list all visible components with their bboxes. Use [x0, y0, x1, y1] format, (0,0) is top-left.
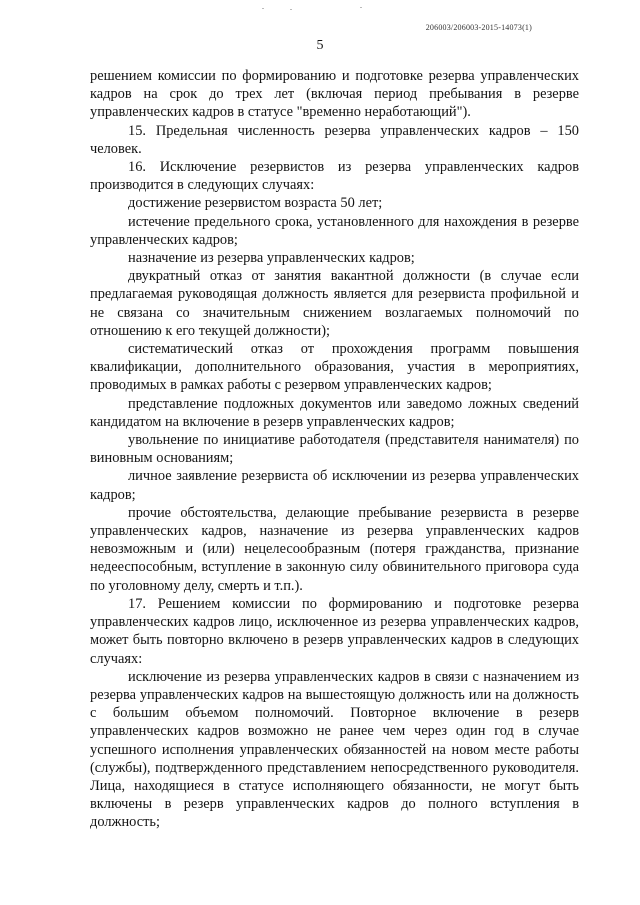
list-item: личное заявление резервиста об исключении из резерва управленческих кадров; [90, 468, 579, 503]
list-item: систематический отказ от прохождения программ повышения квалификации, дополнительного образования, участия в мероприятиях, проводимых в рамках работы с резервом управленческих кадров; [90, 341, 579, 394]
document-body [90, 67, 579, 832]
list-item: истечение предельного срока, установленного для нахождения в резерве управленческих кадров; [90, 213, 579, 248]
page-number: 5 [316, 38, 324, 53]
scan-artifact [290, 9, 292, 10]
list-item: двукратный отказ от занятия вакантной должности (в случае если предлагаемая руководящая должность является для резервиста профильной и не связана со значительным снижением возлагаемых полномочий по отношению к его текущей должности); [90, 268, 579, 339]
paragraph-item-16: 16. Исключение резервистов из резерва управленческих кадров производится в следующих случаях: [90, 159, 579, 194]
list-item: достижение резервистом возраста 50 лет; [128, 195, 383, 212]
list-item: прочие обстоятельства, делающие пребывание резервиста в резерве управленческих кадров, назначение из резерва управленческих кадров невозможным и (или) нецелесообразным (потеря гражданства, признание недееспособным, вступление в законную силу обвинительного приговора суда по уголовному делу, смерть и т.п.). [90, 504, 579, 594]
list-item: представление подложных документов или заведомо ложных сведений кандидатом на включение в резерв управленческих кадров; [90, 395, 579, 430]
list-item: назначение из резерва управленческих кадров; [128, 250, 415, 267]
list-item: исключение из резерва управленческих кадров в связи с назначением из резерва управленческих кадров на вышестоящую должность или на должность с большим объемом полномочий. Повторное включение в резерв управленческих кадров возможно не ранее чем через один год в случае успешного исполнения управленческих обязанностей на новом месте работы (службы), подтвержденного представлением непосредственного руководителя. Лица, находящиеся в статусе исполняющего обязанности, не могут быть включены в резерв управленческих кадров до полного вступления в должность; [90, 668, 579, 831]
document-number: 206003/206003-2015-14073(1) [425, 23, 532, 32]
paragraph-item-15: 15. Предельная численность резерва управленческих кадров – 150 человек. [90, 122, 579, 157]
list-item: увольнение по инициативе работодателя (представителя нанимателя) по виновным основаниям; [90, 432, 579, 467]
scan-artifact [262, 8, 264, 9]
paragraph-item-17: 17. Решением комиссии по формированию и подготовке резерва управленческих кадров лицо, исключенное из резерва управленческих кадров, может быть повторно включено в резерв управленческих кадров в следующих случаях: [90, 595, 579, 667]
scan-artifact [360, 7, 362, 8]
paragraph-continuation: решением комиссии по формированию и подготовке резерва управленческих кадров на срок до трех лет (включая период пребывания в резерве управленческих кадров в статусе "временно неработающий"). [90, 68, 579, 121]
